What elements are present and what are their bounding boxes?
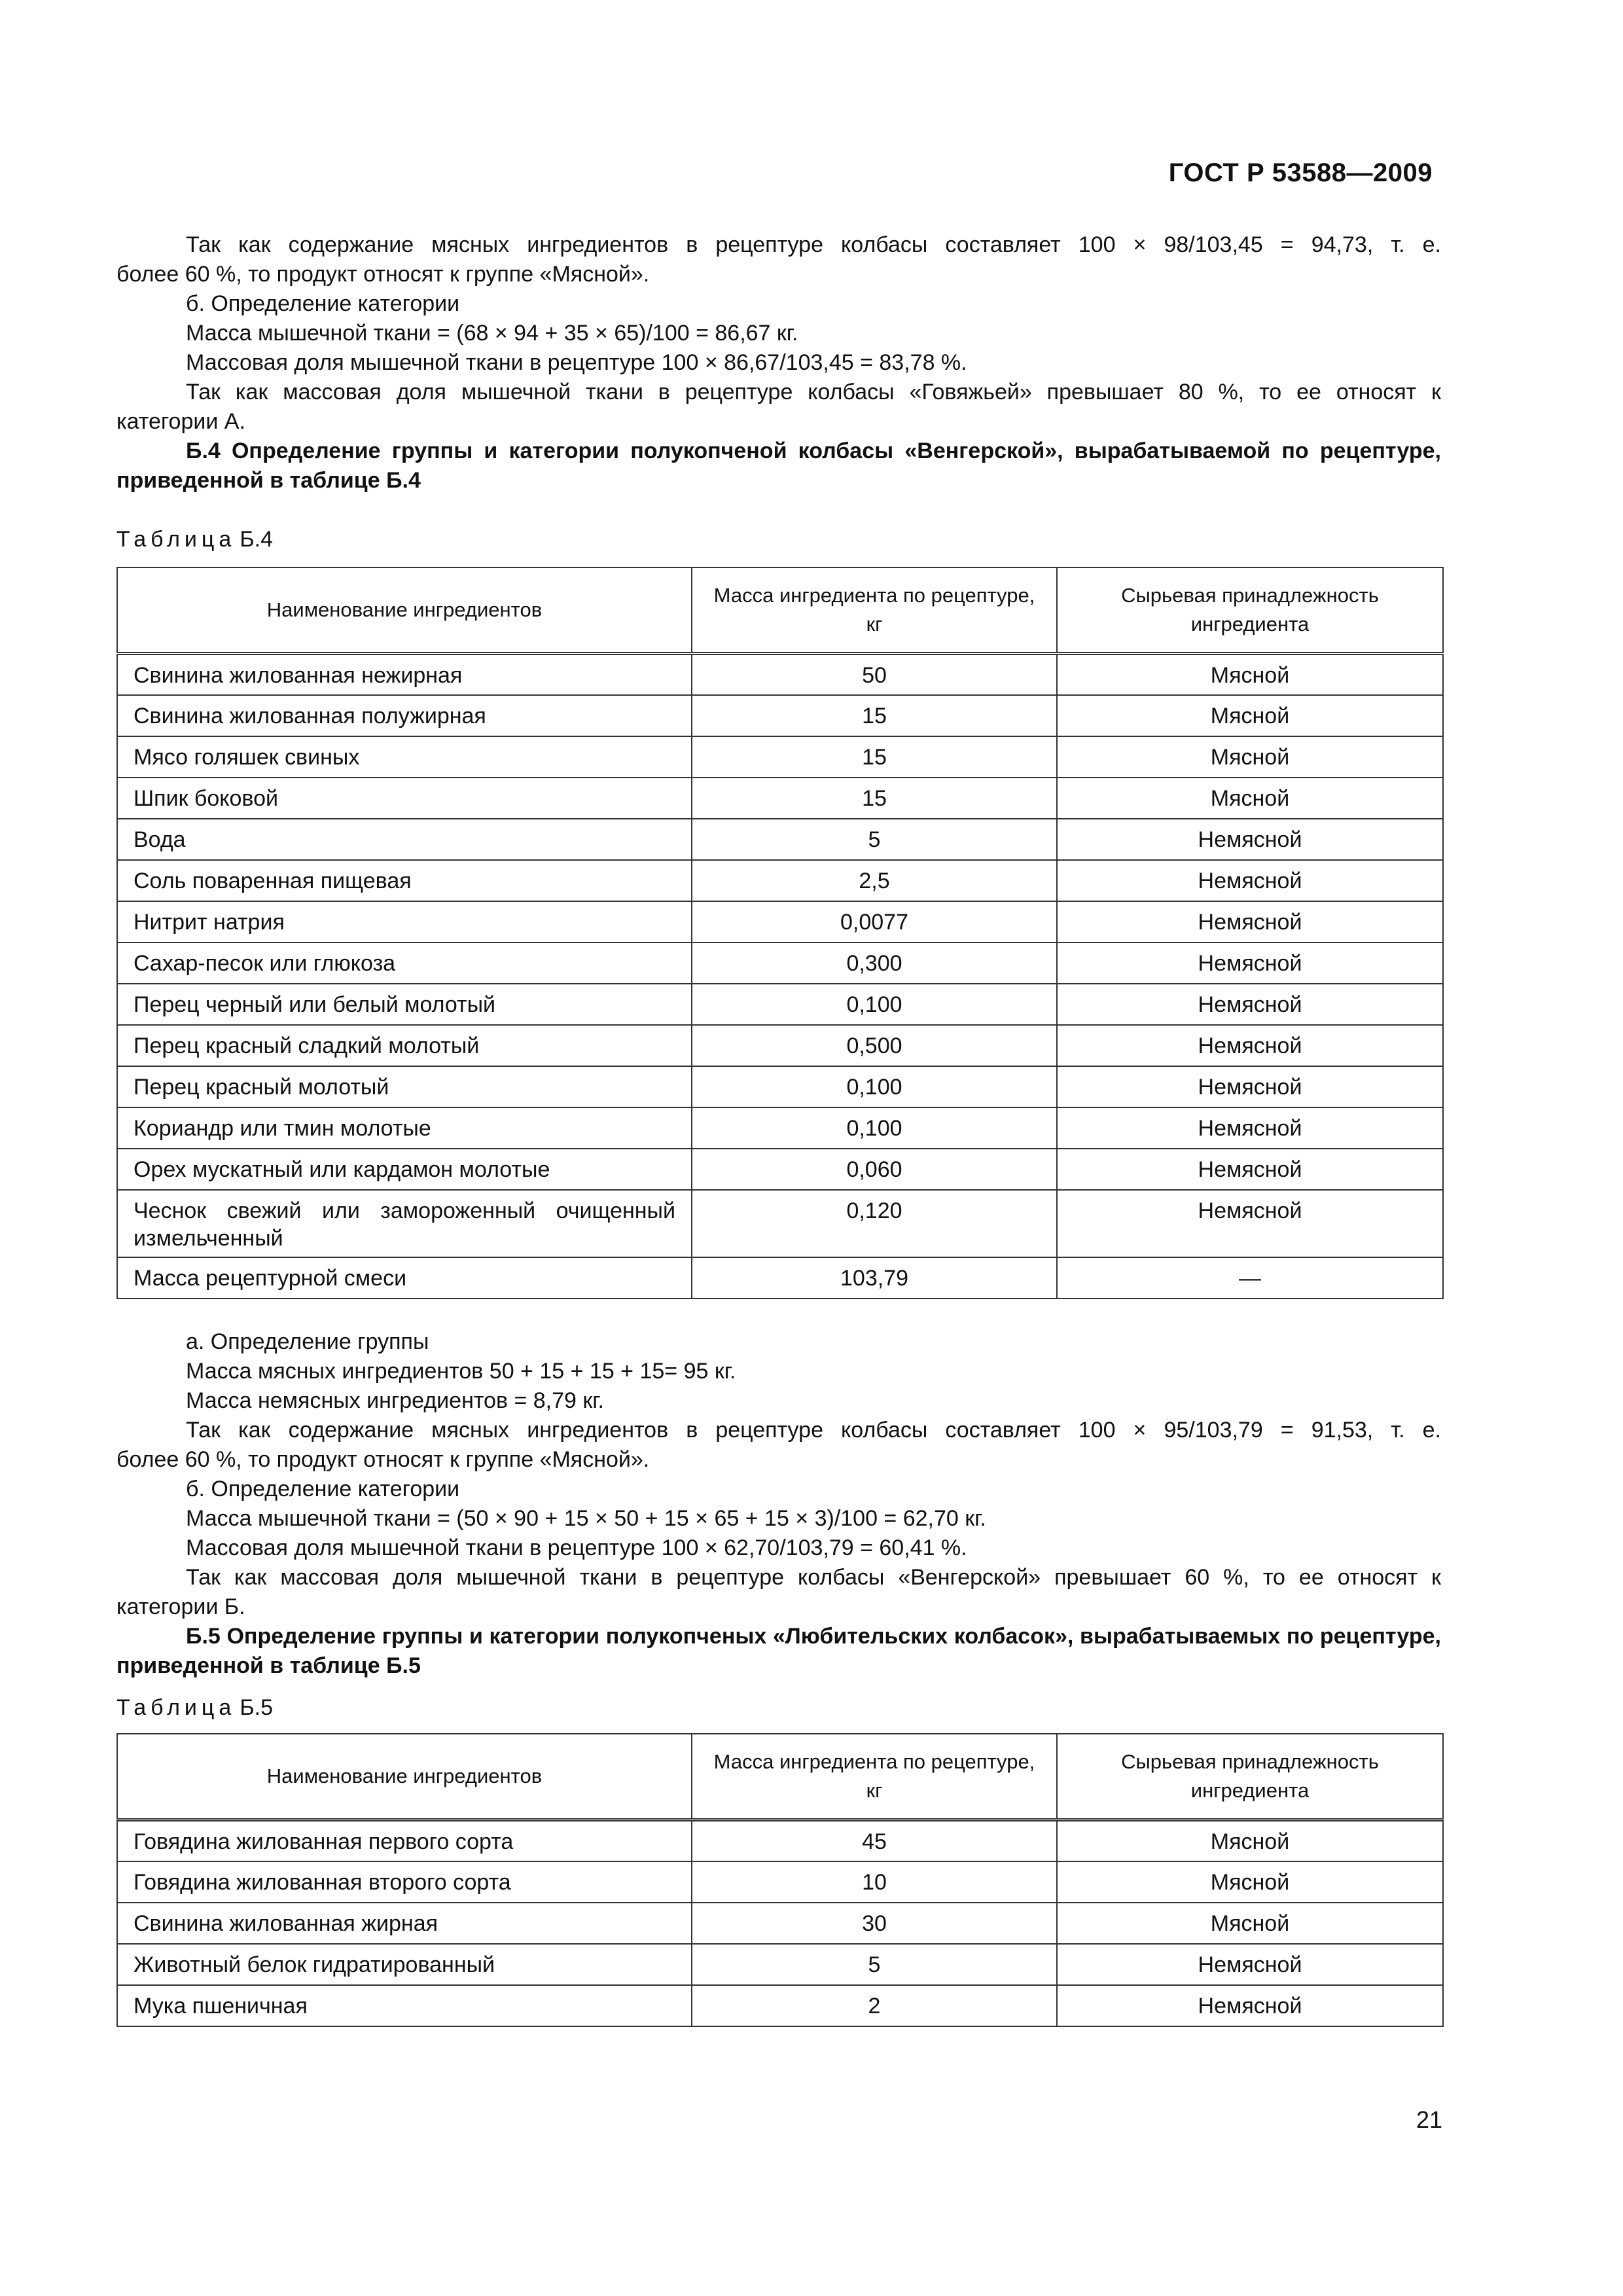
table-row <box>117 901 1443 942</box>
ingredient-name: Свинина жилованная нежирная <box>117 654 692 695</box>
ingredient-origin: Немясной <box>1057 1107 1443 1149</box>
ingredient-mass: 15 <box>692 736 1057 778</box>
ingredient-origin: Немясной <box>1057 901 1443 942</box>
column-header-mass: Масса ингредиента по рецептуре, кг <box>692 1734 1057 1820</box>
ingredient-mass: 15 <box>692 695 1057 736</box>
table-caption-word: Таблица <box>116 1695 236 1720</box>
ingredient-name: Шпик боковой <box>117 778 692 819</box>
ingredient-origin: Мясной <box>1057 1820 1443 1861</box>
ingredient-origin: Немясной <box>1057 1025 1443 1066</box>
ingredient-mass: 0,300 <box>692 942 1057 984</box>
ingredient-mass: 50 <box>692 654 1057 695</box>
ingredient-mass: 45 <box>692 1820 1057 1861</box>
ingredient-mass: 30 <box>692 1903 1057 1944</box>
ingredient-mass: 2 <box>692 1985 1057 2026</box>
paragraph-continuation: более 60 %, то продукт относят к группе «Мясной». <box>116 1447 650 1472</box>
formula-line: Масса мышечной ткани = (68 × 94 + 35 × 65)/100 = 86,67 кг. <box>186 321 798 346</box>
table-row <box>117 736 1443 778</box>
ingredient-origin: Немясной <box>1057 1985 1443 2026</box>
formula-line: Масса мышечной ткани = (50 × 90 + 15 × 50 + 15 × 65 + 15 × 3)/100 = 62,70 кг. <box>186 1506 986 1531</box>
paragraph: Так как содержание мясных ингредиентов в рецептуре колбасы составляет 100 × 98/103,45 = 94,73, т. е. <box>186 232 1441 257</box>
subsection-label: б. Определение категории <box>186 1477 460 1501</box>
table-header-row <box>117 1734 1443 1820</box>
ingredient-mass: 0,500 <box>692 1025 1057 1066</box>
section-heading: Б.4 Определение группы и категории полукопченой колбасы «Венгерской», вырабатываемой по рецептуре, приведенной в таблице Б.4 <box>116 439 1441 493</box>
ingredients-table-b4 <box>116 567 1444 1299</box>
table-header-row <box>117 567 1443 654</box>
ingredient-mass: 0,120 <box>692 1190 1057 1257</box>
ingredient-name: Перец красный молотый <box>117 1066 692 1107</box>
table-caption-number: Б.4 <box>240 527 273 552</box>
ingredient-name: Свинина жилованная жирная <box>117 1903 692 1944</box>
table-caption <box>116 1695 273 1721</box>
paragraph-continuation: более 60 %, то продукт относят к группе «Мясной». <box>116 262 650 287</box>
subsection-label: а. Определение группы <box>186 1329 429 1354</box>
table-row <box>117 942 1443 984</box>
ingredient-mass: 0,100 <box>692 1066 1057 1107</box>
ingredient-name: Перец черный или белый молотый <box>117 984 692 1025</box>
ingredient-mass: 2,5 <box>692 860 1057 901</box>
column-header-origin: Сырьевая принадлежность ингредиента <box>1057 567 1443 654</box>
total-mass: 103,79 <box>692 1257 1057 1299</box>
ingredient-origin: Мясной <box>1057 1861 1443 1903</box>
ingredient-name: Животный белок гидратированный <box>117 1944 692 1985</box>
table-caption <box>116 527 273 552</box>
paragraph-continuation: категории А. <box>116 409 245 434</box>
ingredient-origin: Мясной <box>1057 736 1443 778</box>
ingredient-name: Свинина жилованная полужирная <box>117 695 692 736</box>
section-heading: Б.5 Определение группы и категории полукопченых «Любительских колбасок», вырабатываемых по рецептуре, приведенной в таблице Б.5 <box>116 1624 1441 1678</box>
ingredient-name: Кориандр или тмин молотые <box>117 1107 692 1149</box>
ingredient-origin: Немясной <box>1057 860 1443 901</box>
table-row <box>117 654 1443 695</box>
ingredient-origin: Немясной <box>1057 819 1443 860</box>
total-origin: — <box>1057 1257 1443 1299</box>
formula-line: Масса немясных ингредиентов = 8,79 кг. <box>186 1388 604 1413</box>
ingredient-mass: 0,0077 <box>692 901 1057 942</box>
ingredient-mass: 5 <box>692 819 1057 860</box>
table-row <box>117 1025 1443 1066</box>
table-caption-word: Таблица <box>116 527 236 552</box>
ingredient-name: Говядина жилованная второго сорта <box>117 1861 692 1903</box>
document-id: ГОСТ Р 53588—2009 <box>1168 158 1433 187</box>
table-row <box>117 778 1443 819</box>
ingredient-mass: 15 <box>692 778 1057 819</box>
ingredient-name: Орех мускатный или кардамон молотые <box>117 1149 692 1190</box>
column-header-mass: Масса ингредиента по рецептуре, кг <box>692 567 1057 654</box>
ingredient-mass: 10 <box>692 1861 1057 1903</box>
table-row <box>117 984 1443 1025</box>
ingredient-mass: 0,060 <box>692 1149 1057 1190</box>
table-row <box>117 1190 1443 1257</box>
table-row <box>117 1985 1443 2026</box>
ingredient-name: Мясо голяшек свиных <box>117 736 692 778</box>
table-row <box>117 1861 1443 1903</box>
paragraph-continuation: категории Б. <box>116 1594 245 1619</box>
ingredient-name: Перец красный сладкий молотый <box>117 1025 692 1066</box>
ingredient-mass: 0,100 <box>692 1107 1057 1149</box>
column-header-name: Наименование ингредиентов <box>117 567 692 654</box>
total-label: Масса рецептурной смеси <box>117 1257 692 1299</box>
table-row <box>117 1066 1443 1107</box>
table-row <box>117 695 1443 736</box>
table-row <box>117 1149 1443 1190</box>
ingredient-mass: 5 <box>692 1944 1057 1985</box>
table-row <box>117 1944 1443 1985</box>
ingredient-origin: Мясной <box>1057 1903 1443 1944</box>
table-row <box>117 1820 1443 1861</box>
column-header-name: Наименование ингредиентов <box>117 1734 692 1820</box>
table-row <box>117 1107 1443 1149</box>
paragraph: Так как массовая доля мышечной ткани в рецептуре колбасы «Говяжьей» превышает 80 %, то ее относят к <box>186 380 1441 404</box>
ingredient-name: Вода <box>117 819 692 860</box>
ingredient-name: Нитрит натрия <box>117 901 692 942</box>
ingredient-name: Соль поваренная пищевая <box>117 860 692 901</box>
paragraph: Так как содержание мясных ингредиентов в рецептуре колбасы составляет 100 × 95/103,79 = 91,53, т. е. <box>186 1418 1441 1443</box>
page-number: 21 <box>1416 2106 1442 2133</box>
ingredient-origin: Мясной <box>1057 654 1443 695</box>
ingredient-name: Говядина жилованная первого сорта <box>117 1820 692 1861</box>
paragraph: Так как массовая доля мышечной ткани в рецептуре колбасы «Венгерской» превышает 60 %, то ее относят к <box>186 1565 1441 1590</box>
column-header-origin: Сырьевая принадлежность ингредиента <box>1057 1734 1443 1820</box>
ingredient-origin: Немясной <box>1057 1066 1443 1107</box>
formula-line: Массовая доля мышечной ткани в рецептуре 100 × 62,70/103,79 = 60,41 %. <box>186 1535 967 1560</box>
formula-line: Масса мясных ингредиентов 50 + 15 + 15 + 15= 95 кг. <box>186 1359 736 1384</box>
ingredient-name: Сахар-песок или глюкоза <box>117 942 692 984</box>
table-row <box>117 819 1443 860</box>
ingredient-name: Мука пшеничная <box>117 1985 692 2026</box>
ingredients-table-b5 <box>116 1733 1444 2027</box>
table-row <box>117 860 1443 901</box>
table-total-row <box>117 1257 1443 1299</box>
ingredient-name: Чеснок свежий или замороженный очищенный измельченный <box>117 1190 692 1257</box>
subsection-label: б. Определение категории <box>186 291 460 316</box>
ingredient-origin: Мясной <box>1057 695 1443 736</box>
ingredient-origin: Немясной <box>1057 1149 1443 1190</box>
table-caption-number: Б.5 <box>240 1695 273 1720</box>
table-row <box>117 1903 1443 1944</box>
ingredient-origin: Немясной <box>1057 984 1443 1025</box>
ingredient-origin: Немясной <box>1057 1944 1443 1985</box>
ingredient-origin: Немясной <box>1057 942 1443 984</box>
ingredient-origin: Немясной <box>1057 1190 1443 1257</box>
ingredient-origin: Мясной <box>1057 778 1443 819</box>
ingredient-mass: 0,100 <box>692 984 1057 1025</box>
formula-line: Массовая доля мышечной ткани в рецептуре 100 × 86,67/103,45 = 83,78 %. <box>186 350 967 375</box>
